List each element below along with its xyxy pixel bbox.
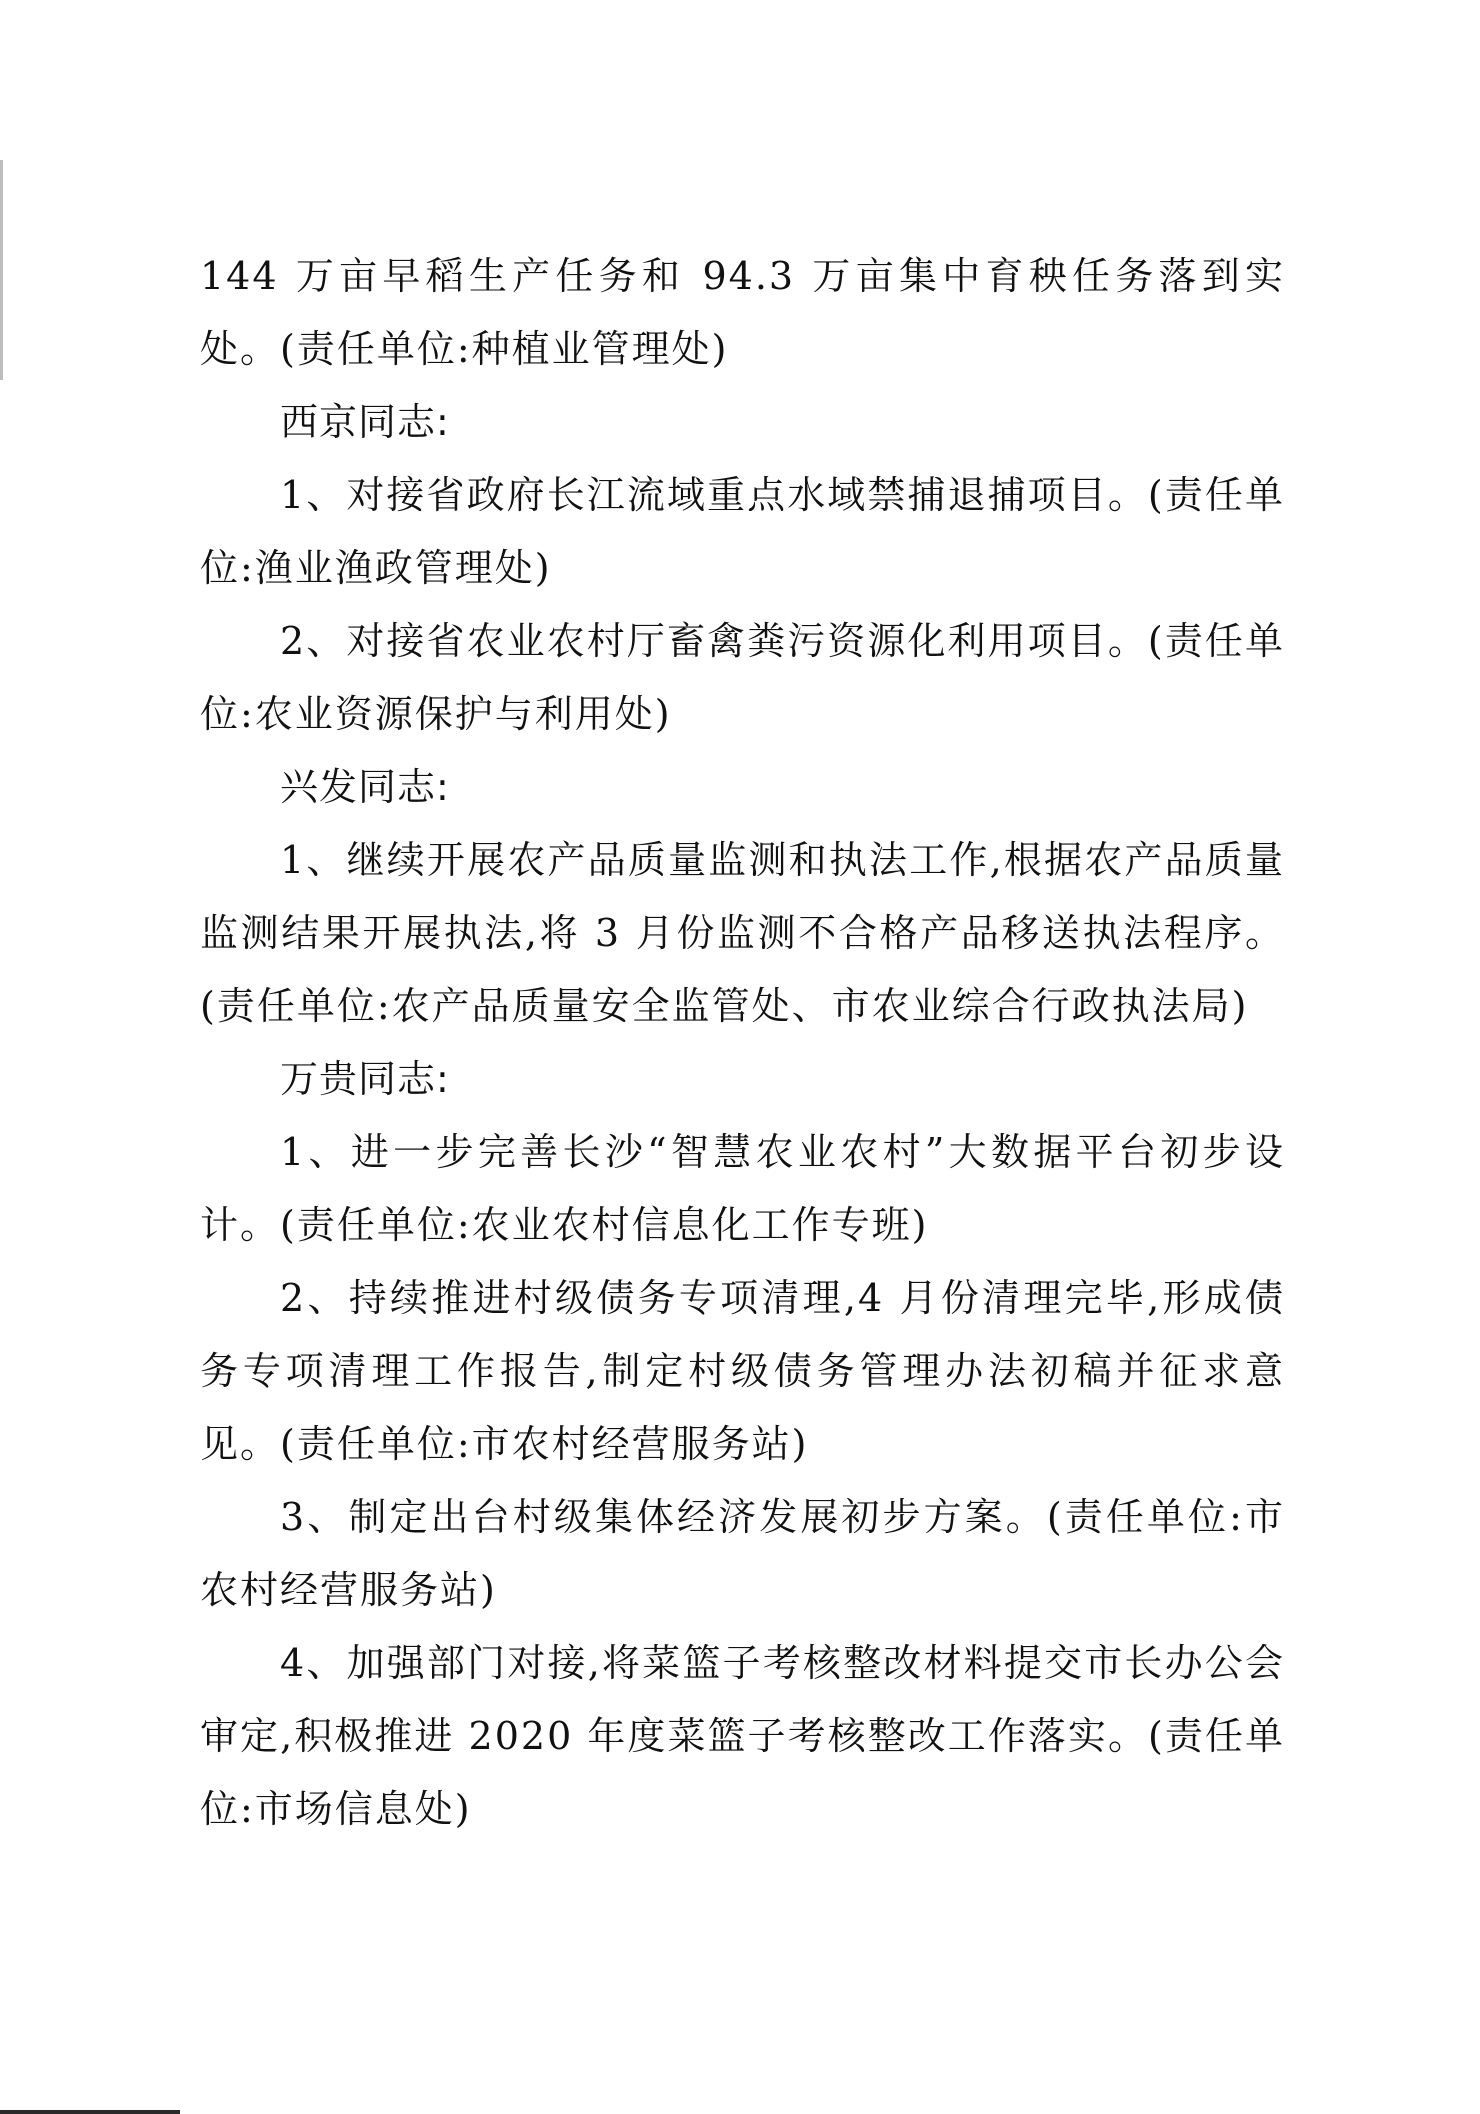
paragraph-rice-task-continuation: 144 万亩早稻生产任务和 94.3 万亩集中育秧任务落到实处。(责任单位:种植业管理处) [200, 254, 1285, 371]
paragraph-xingfa-item-1: 1、继续开展农产品质量监测和执法工作,根据农产品质量监测结果开展执法,将 3 月份监测不合格产品移送执法程序。(责任单位:农产品质量安全监管处、市农业综合行政执法局) [200, 838, 1285, 1028]
paragraph-xijing-item-1: 1、对接省政府长江流域重点水域禁捕退捕项目。(责任单位:渔业渔政管理处) [200, 473, 1285, 590]
heading-wangui: 万贵同志: [280, 1057, 450, 1101]
paragraph-xijing-item-2: 2、对接省农业农村厅畜禽粪污资源化利用项目。(责任单位:农业资源保护与利用处) [200, 619, 1285, 736]
paragraph-wangui-item-2: 2、持续推进村级债务专项清理,4 月份清理完毕,形成债务专项清理工作报告,制定村级债务管理办法初稿并征求意见。(责任单位:市农村经营服务站) [200, 1276, 1285, 1466]
paragraph-wangui-item-1: 1、进一步完善长沙“智慧农业农村”大数据平台初步设计。(责任单位:农业农村信息化工作专班) [200, 1130, 1285, 1247]
scan-bottom-mark [0, 2110, 180, 2114]
heading-xingfa: 兴发同志: [280, 765, 450, 809]
heading-xijing: 西京同志: [280, 400, 450, 444]
paragraph-wangui-item-4: 4、加强部门对接,将菜篮子考核整改材料提交市长办公会审定,积极推进 2020 年度菜篮子考核整改工作落实。(责任单位:市场信息处) [200, 1641, 1285, 1831]
document-page [200, 240, 1285, 1846]
paragraph-wangui-item-3: 3、制定出台村级集体经济发展初步方案。(责任单位:市农村经营服务站) [200, 1495, 1285, 1612]
scan-edge-mark [0, 160, 3, 380]
